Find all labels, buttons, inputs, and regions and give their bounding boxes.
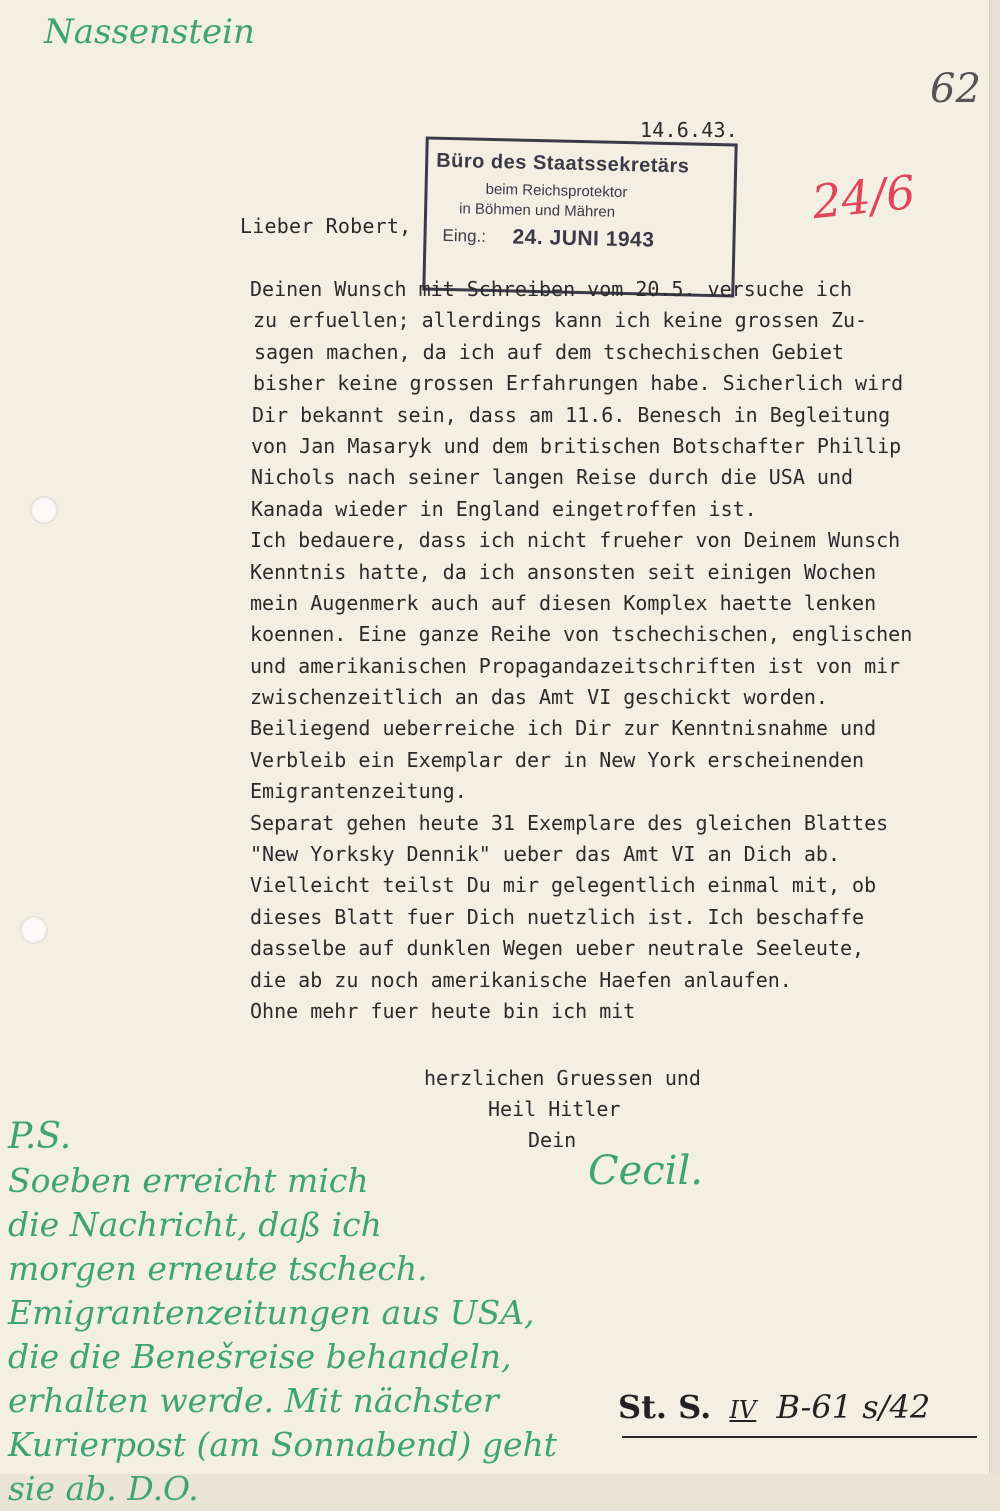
body-line: Emigrantenzeitung. (250, 779, 467, 804)
reference-section: IV (729, 1396, 757, 1424)
postscript-line: Emigrantenzeitungen aus USA, (8, 1293, 535, 1332)
punch-hole-bottom (20, 916, 48, 944)
stamp-office: Büro des Staatssekretärs (435, 149, 690, 178)
body-line: sagen machen, da ich auf dem tschechischen Gebiet (254, 339, 845, 364)
body-line: Dir bekannt sein, dass am 11.6. Benesch in Begleitung (252, 402, 891, 427)
body-line: die ab zu noch amerikanische Haefen anlaufen. (250, 967, 792, 992)
file-reference (618, 1388, 930, 1426)
reference-file: B-61 s/42 (776, 1388, 931, 1426)
postscript-line: Kurierpost (am Sonnabend) geht (8, 1425, 558, 1464)
body-line: Nichols nach seiner langen Reise durch die USA und (251, 465, 854, 490)
body-line: "New Yorksky Dennik" ueber das Amt VI an Dich ab. (250, 842, 841, 867)
postscript-line: die die Benešreise behandeln, (8, 1337, 512, 1376)
body-line: Ich bedauere, dass ich nicht frueher von Deinem Wunsch (250, 528, 901, 553)
stamp-received-date: 24. JUNI 1943 (512, 225, 655, 252)
body-line: von Jan Masaryk und dem britischen Botschafter Phillip (251, 433, 902, 458)
body-line: Vielleicht teilst Du mir gelegentlich einmal mit, ob (250, 873, 877, 898)
body-line: Kenntnis hatte, da ich ansonsten seit einigen Wochen (250, 559, 877, 584)
body-line: Kanada wieder in England eingetroffen ist. (251, 496, 757, 521)
signature: Cecil. (588, 1148, 703, 1194)
body-line: und amerikanischen Propagandazeitschriften ist von mir (250, 653, 901, 678)
letter-date: 14.6.43. (640, 118, 738, 142)
closing-dein: Dein (528, 1128, 577, 1152)
letter-body (250, 274, 970, 1027)
body-line: bisher keine grossen Erfahrungen habe. Sicherlich wird (253, 371, 904, 396)
closing-heil: Heil Hitler (488, 1097, 621, 1121)
handwritten-page-number: 62 (930, 66, 981, 112)
body-line: zwischenzeitlich an das Amt VI geschickt worden. (250, 685, 828, 710)
body-line: zu erfuellen; allerdings kann ich keine grossen Zu- (253, 308, 868, 333)
postscript-line: Soeben erreicht mich (8, 1161, 369, 1200)
body-line: dieses Blatt fuer Dich nuetzlich ist. Ich beschaffe (250, 904, 865, 929)
body-line: Deinen Wunsch mit Schreiben vom 20.5. versuche ich (250, 277, 853, 301)
body-line: koennen. Eine ganze Reihe von tschechischen, englischen (250, 622, 913, 647)
postscript-line: die Nachricht, daß ich (8, 1205, 382, 1244)
body-line: dasselbe auf dunklen Wegen ueber neutrale Seeleute, (250, 936, 865, 961)
handwritten-name-note: Nassenstein (44, 12, 255, 52)
body-line: Separat gehen heute 31 Exemplare des gleichen Blattes (250, 810, 889, 835)
stamp-received-label: Eing.: (442, 225, 487, 246)
postscript (8, 1115, 648, 1511)
reference-prefix: St. S. (618, 1388, 712, 1426)
body-line: Verbleib ein Exemplar der in New York erscheinenden (250, 747, 865, 772)
reference-underline (622, 1436, 977, 1438)
postscript-heading: P.S. (8, 1116, 72, 1157)
closing-greeting: herzlichen Gruessen und (424, 1066, 701, 1090)
postscript-line: morgen erneute tschech. (8, 1249, 428, 1288)
page-edge (989, 0, 1000, 1474)
body-line: mein Augenmerk auch auf diesen Komplex haette lenken (250, 590, 877, 615)
red-initial-mark: 24/6 (809, 164, 918, 230)
stamp-office-line2: beim Reichsprotektor (485, 180, 628, 202)
postscript-line: sie ab. D.O. (8, 1469, 199, 1508)
body-line: Beiliegend ueberreiche ich Dir zur Kenntnisnahme und (250, 716, 877, 741)
body-line: Ohne mehr fuer heute bin ich mit (250, 998, 636, 1023)
punch-hole-top (30, 496, 58, 524)
stamp-office-line3: in Böhmen und Mähren (458, 200, 616, 221)
postscript-line: erhalten werde. Mit nächster (8, 1381, 499, 1420)
salutation: Lieber Robert, (240, 214, 412, 238)
